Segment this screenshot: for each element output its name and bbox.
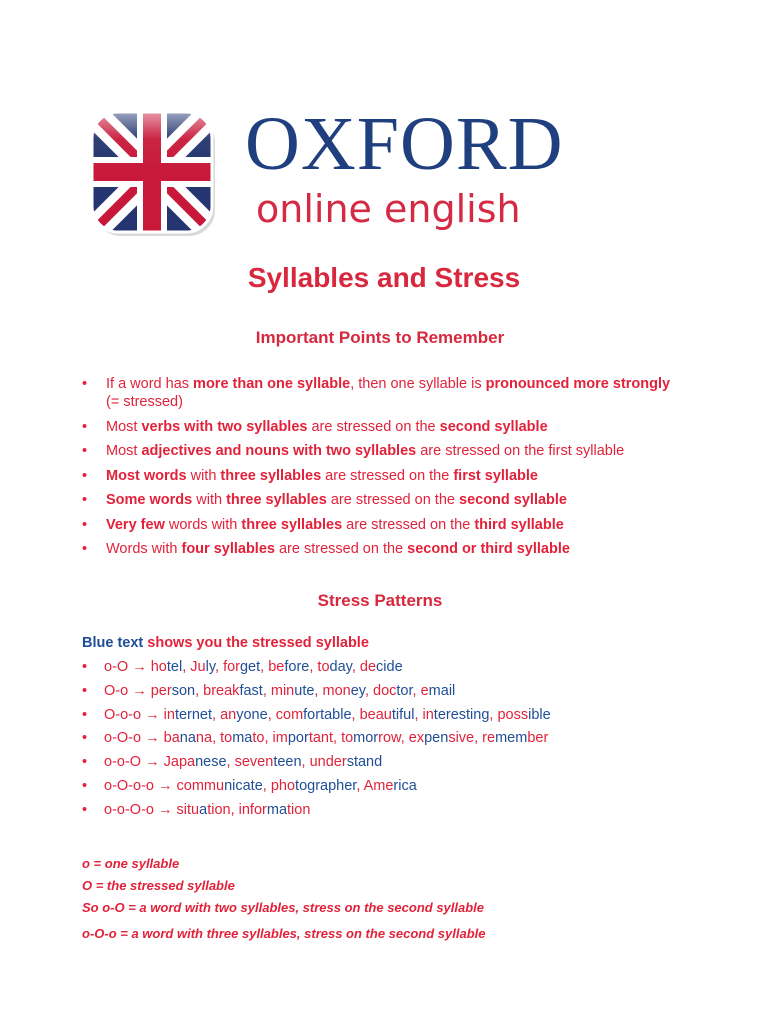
example-word [271, 778, 356, 794]
example-word [164, 754, 227, 770]
example-word [268, 659, 309, 675]
point-text: with [186, 467, 221, 484]
unstressed-syllable: to [220, 730, 233, 747]
pattern-item [82, 777, 722, 795]
pattern-item [82, 801, 722, 819]
point-item [82, 442, 682, 460]
unstressed-syllable: poss [497, 706, 529, 723]
unstressed-syllable: under [309, 754, 347, 771]
point-emphasis: Very few [106, 516, 165, 533]
stressed-syllable: teresting [433, 706, 490, 723]
point-emphasis: three syllables [220, 467, 322, 484]
example-word [177, 802, 231, 818]
legend-line: So o-O = a word with two syllables, stress on the second syllable [82, 900, 485, 915]
stressed-syllable: por [287, 730, 309, 747]
stressed-syllable: ly [205, 659, 215, 675]
separator: , [474, 730, 483, 747]
unstressed-syllable: tion [207, 801, 231, 818]
point-item [82, 491, 682, 509]
point-item [82, 540, 682, 558]
legend-line: o = one syllable [82, 856, 180, 871]
separator: , [314, 682, 323, 699]
unstressed-syllable: ba [163, 730, 180, 747]
point-item [82, 375, 682, 411]
unstressed-syllable: Japa [163, 754, 196, 771]
point-emphasis: verbs with two syllables [141, 418, 308, 435]
example-word [203, 683, 263, 699]
unstressed-syllable: sive [448, 730, 475, 747]
point-emphasis: third syllable [474, 516, 564, 533]
arrow-right-icon: → [128, 659, 151, 675]
separator: , [364, 682, 374, 699]
example-word [409, 730, 474, 746]
important-points-heading: Important Points to Remember [255, 328, 505, 347]
example-word [360, 707, 415, 723]
pattern-code: o-O-o-o [104, 777, 154, 794]
unstressed-syllable: infor [238, 801, 267, 818]
example-word [317, 659, 351, 675]
unstressed-syllable: per [150, 682, 172, 699]
stressed-syllable: ma [232, 730, 253, 747]
separator: , [212, 706, 221, 723]
arrow-right-icon: → [141, 754, 164, 771]
stressed-syllable: ternet [174, 706, 213, 723]
separator: , [412, 682, 421, 699]
stressed-syllable: mail [428, 682, 456, 699]
stressed-syllable: ute [294, 682, 315, 699]
example-word [164, 707, 212, 723]
stressed-syllable: fast [239, 682, 263, 699]
point-text: (= stressed) [106, 394, 183, 410]
stressed-syllable: tographer [295, 777, 357, 794]
stressed-syllable: fortable [303, 706, 352, 723]
point-emphasis: more than one syllable [193, 376, 351, 392]
point-emphasis: three syllables [226, 492, 327, 508]
page-title: Syllables and Stress [247, 262, 521, 293]
pattern-item [82, 682, 722, 700]
example-word [273, 730, 333, 746]
example-word [360, 659, 403, 675]
example-word [235, 754, 302, 770]
arrow-right-icon: → [141, 706, 164, 723]
unstressed-syllable: doc [373, 682, 397, 699]
stressed-syllable: rica [393, 777, 417, 794]
stressed-syllable: son [171, 682, 196, 699]
pattern-code: o-O [104, 659, 129, 675]
example-word [177, 778, 263, 794]
stressed-syllable: tel [166, 659, 183, 675]
blue-text-label: Blue text [82, 635, 144, 651]
point-item [82, 418, 682, 436]
stress-patterns-heading: Stress Patterns [317, 591, 443, 610]
stressed-syllable: nicate [224, 777, 263, 794]
separator: , [309, 659, 318, 675]
unstressed-syllable: beau [359, 706, 392, 723]
unstressed-syllable: e [420, 682, 429, 699]
pattern-item [82, 753, 722, 771]
example-word [223, 659, 260, 675]
arrow-right-icon: → [128, 682, 151, 699]
separator: , [262, 682, 271, 699]
stress-patterns-list [82, 658, 722, 825]
separator: , [182, 659, 191, 675]
example-word [276, 707, 352, 723]
stressed-syllable: day [329, 659, 352, 675]
arrow-right-icon: → [153, 801, 177, 818]
example-word [341, 730, 401, 746]
point-text: are stressed on the first syllable [416, 443, 625, 459]
unstressed-syllable: seven [234, 754, 274, 771]
unstressed-syllable: ho [150, 659, 167, 675]
stressed-syllable: get [239, 659, 261, 675]
oxford-online-english-logo [88, 102, 648, 243]
unstressed-syllable: na [195, 730, 213, 747]
unstressed-syllable: min [270, 682, 295, 699]
stressed-syllable: stand [346, 754, 383, 771]
pattern-code: o-o-O-o [104, 801, 154, 818]
unstressed-syllable: im [272, 730, 288, 747]
example-word [322, 683, 364, 699]
separator: , [195, 682, 204, 699]
unstressed-syllable: to [341, 730, 354, 747]
separator: , [414, 706, 423, 723]
separator: , [489, 706, 498, 723]
example-word [364, 778, 417, 794]
arrow-right-icon: → [141, 730, 164, 747]
unstressed-syllable: ber [527, 730, 549, 747]
separator: , [262, 777, 271, 794]
point-text: , then one syllable is [350, 376, 486, 392]
example-word [239, 802, 311, 818]
example-word [482, 730, 548, 746]
separator: , [400, 730, 409, 747]
legend-line: o-O-o = a word with three syllables, stress on the second syllable [82, 926, 486, 941]
separator: , [351, 706, 360, 723]
point-text: are stressed on the [274, 541, 408, 557]
separator: , [212, 730, 221, 747]
unstressed-syllable: in [163, 706, 175, 723]
stressed-syllable: pen [424, 730, 449, 747]
point-text: If a word has [106, 376, 194, 392]
point-emphasis: three syllables [241, 516, 343, 533]
stressed-syllable: tiful [391, 706, 415, 723]
pattern-code: o-o-O [104, 754, 142, 771]
point-item [82, 516, 682, 534]
stressed-syllable: na [179, 730, 196, 747]
stressed-syllable: tor [396, 682, 413, 699]
unstressed-syllable: mon [322, 682, 351, 699]
separator: , [260, 659, 269, 675]
example-word [190, 659, 215, 675]
pattern-code: O-o-o [104, 706, 142, 723]
point-emphasis: pronounced more strongly [485, 376, 671, 392]
brand-subtitle: online english [256, 187, 521, 231]
stressed-syllable: mor [353, 730, 379, 747]
note-text: shows you the stressed syllable [143, 635, 369, 651]
separator: , [264, 730, 273, 747]
unstressed-syllable: an [220, 706, 237, 723]
example-word [151, 683, 195, 699]
separator: , [333, 730, 342, 747]
example-word [310, 754, 383, 770]
pattern-code: O-o [104, 682, 129, 699]
legend-line: O = the stressed syllable [82, 878, 235, 893]
example-word [220, 730, 264, 746]
important-points-list [82, 375, 682, 565]
pattern-legend [82, 853, 485, 945]
unstressed-syllable: re [482, 730, 496, 747]
example-word [164, 730, 212, 746]
unstressed-syllable: tion [287, 801, 311, 818]
unstressed-syllable: com [275, 706, 304, 723]
point-text: Most [106, 443, 142, 459]
unstressed-syllable: pho [270, 777, 296, 794]
separator: , [267, 706, 276, 723]
point-text: are stressed on the [342, 516, 475, 533]
pattern-item [82, 658, 722, 676]
unstressed-syllable: tant [308, 730, 333, 747]
example-word [497, 707, 550, 723]
point-emphasis: second syllable [459, 492, 567, 508]
union-jack-flag-icon [88, 108, 220, 240]
example-word [220, 707, 268, 723]
example-word [423, 707, 490, 723]
unstressed-syllable: de [359, 659, 377, 675]
point-emphasis: second syllable [439, 418, 548, 435]
stressed-syllable: a [199, 801, 208, 818]
example-word [373, 683, 413, 699]
stressed-syllable: cide [376, 659, 403, 675]
example-word [421, 683, 456, 699]
point-text: are stressed on the [326, 492, 459, 508]
example-word [151, 659, 182, 675]
stressed-syllable: yone [236, 706, 268, 723]
stressed-syllable: fore [284, 659, 310, 675]
arrow-right-icon: → [153, 777, 177, 794]
unstressed-syllable: situ [176, 801, 200, 818]
stressed-syllable: nese [195, 754, 227, 771]
separator: , [351, 659, 360, 675]
point-emphasis: second or third syllable [407, 541, 570, 557]
unstressed-syllable: in [422, 706, 434, 723]
stressed-syllable: ible [528, 706, 551, 723]
stressed-syllable: ey [350, 682, 365, 699]
unstressed-syllable: Ju [190, 659, 206, 675]
unstressed-syllable: ex [408, 730, 425, 747]
unstressed-syllable: break [203, 682, 240, 699]
pattern-code: o-O-o [104, 730, 142, 747]
point-emphasis: four syllables [181, 541, 275, 557]
stressed-syllable: teen [273, 754, 302, 771]
separator: , [356, 777, 364, 794]
point-text: with [192, 492, 227, 508]
unstressed-syllable: for [223, 659, 240, 675]
unstressed-syllable: commu [176, 777, 225, 794]
stressed-syllable-note [82, 635, 369, 651]
point-text: are stressed on the [307, 418, 440, 435]
example-word [271, 683, 315, 699]
separator: , [226, 754, 235, 771]
brand-name: OXFORD [245, 102, 564, 186]
unstressed-syllable: Ame [363, 777, 394, 794]
unstressed-syllable: be [268, 659, 285, 675]
separator: , [215, 659, 224, 675]
unstressed-syllable: to [317, 659, 330, 675]
point-text: Words with [106, 541, 182, 557]
separator: , [301, 754, 310, 771]
separator: , [230, 801, 239, 818]
point-emphasis: Most words [106, 467, 187, 484]
pattern-item [82, 729, 722, 747]
point-emphasis: first syllable [453, 467, 538, 484]
stressed-syllable: mem [495, 730, 528, 747]
pattern-item [82, 706, 722, 724]
stressed-syllable: ma [266, 801, 288, 818]
point-text: words with [164, 516, 242, 533]
unstressed-syllable: row [378, 730, 401, 747]
point-item [82, 467, 682, 485]
unstressed-syllable: to [252, 730, 265, 747]
point-emphasis: adjectives and nouns with two syllables [141, 443, 417, 459]
point-text: Most [106, 418, 142, 435]
point-emphasis: Some words [106, 492, 193, 508]
point-text: are stressed on the [321, 467, 454, 484]
